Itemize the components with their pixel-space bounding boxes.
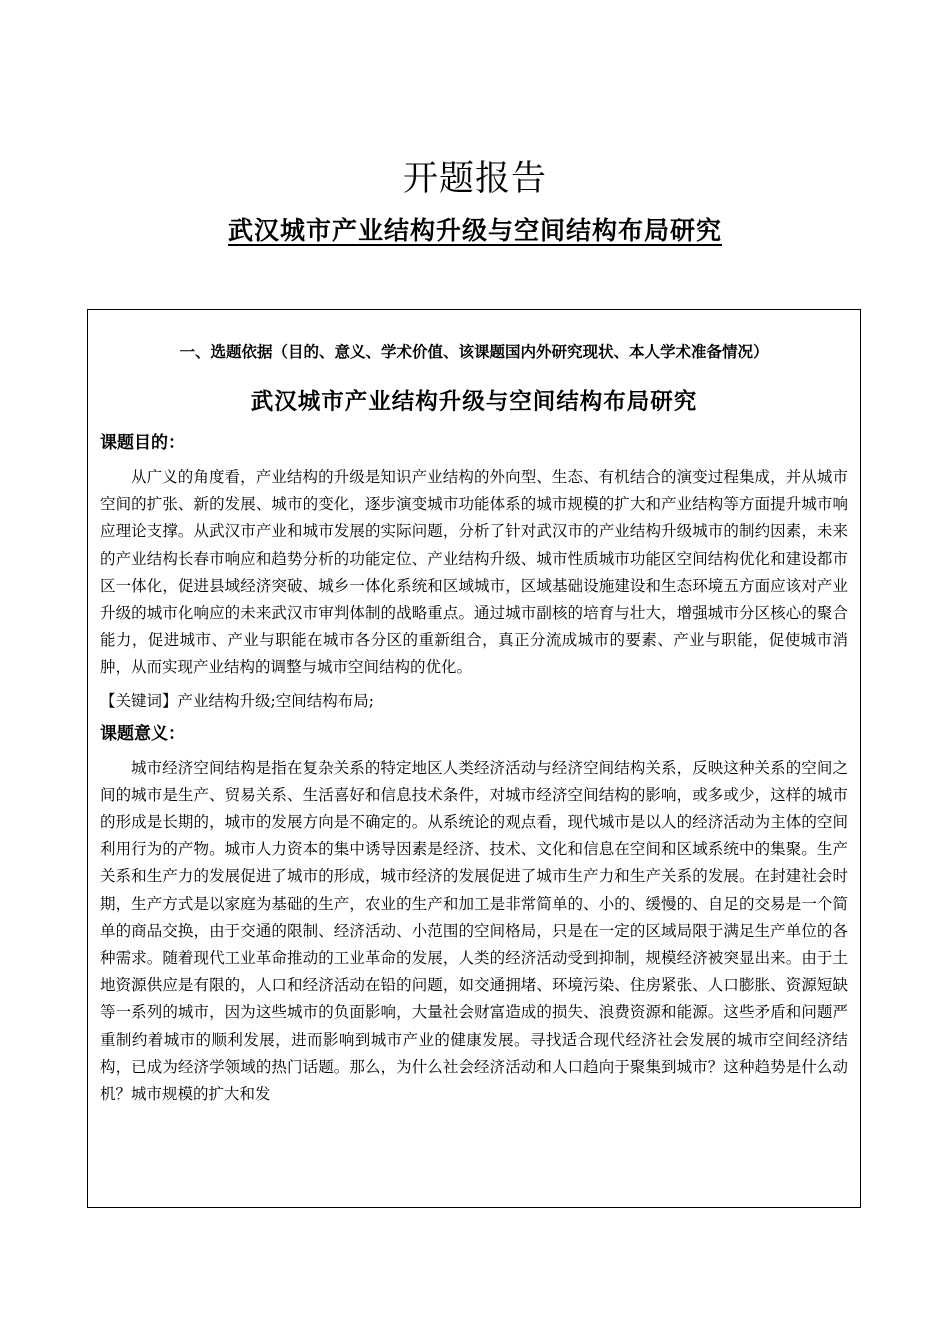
purpose-label: 课题目的： [100,433,185,453]
significance-label: 课题意义： [100,723,185,744]
keywords-line: 【关键词】产业结构升级;空间结构布局; [100,691,374,710]
section-heading: 一、选题依据（目的、意义、学术价值、该课题国内外研究现状、本人学术准备情况） [179,343,769,361]
significance-paragraph: 城市经济空间结构是指在复杂关系的特定地区人类经济活动与经济空间结构关系，反映这种关系的空间之间的城市是生产、贸易关系、生活喜好和信息技术条件，对城市经济空间结构的影响，或多或少，这样的城市的形成是长期的，城市的发展方向是不确定的。从系统论的观点看，现代城市是以人的经济活动为主体的空间利用行为的产物。城市人力资本的集中诱导因素是经济、技术、文化和信息在空间和区域系统中的集聚。生产关系和生产力的发展促进了城市的形成，城市经济的发展促进了城市生产力和生产关系的发展。在封建社会时期，生产方式是以家庭为基础的生产，农业的生产和加工是非常简单的、小的、缓慢的、自足的交易是一个简单的商品交换，由于交通的限制、经济活动、小范围的空间格局，只是在一定的区域局限于满足生产单位的各种需求。随着现代工业革命推动的工业革命的发展，人类的经济活动受到抑制，规模经济被突显出来。由于土地资源供应是有限的，人口和经济活动在铅的问题，如交通拥堵、环境污染、住房紧张、人口膨胀、资源短缺等一系列的城市，因为这些城市的负面影响，大量社会财富造成的损失、浪费资源和能源。这些矛盾和问题严重制约着城市的顺利发展，进而影响到城市产业的健康发展。寻找适合现代经济社会发展的城市空间经济结构，已成为经济学领域的热门话题。那么，为什么社会经济活动和人口趋向于聚集到城市？这种趋势是什么动机？城市规模的扩大和发 [100,758,848,1104]
content-box [87,309,861,1208]
document-title: 开题报告 [402,159,547,199]
purpose-paragraph: 从广义的角度看，产业结构的升级是知识产业结构的外向型、生态、有机结合的演变过程集成，并从城市空间的扩张、新的发展、城市的变化，逐步演变城市功能体系的城市规模的扩大和产业结构等方面提升城市响应理论支撑。从武汉市产业和城市发展的实际问题，分析了针对武汉市的产业结构升级城市的制约因素，未来的产业结构长春市响应和趋势分析的功能定位、产业结构升级、城市性质城市功能区空间结构优化和建设都市区一体化，促进县域经济突破、城乡一体化系统和区域城市，区域基础设施建设和生态环境五方面应该对产业升级的城市化响应的未来武汉市审判体制的战略重点。通过城市副核的培育与壮大，增强城市分区核心的聚合能力，促进城市、产业与职能在城市各分区的重新组合，真正分流成城市的要素、产业与职能，促使城市消肿，从而实现产业结构的调整与城市空间结构的优化。 [100,468,848,677]
document-subtitle: 武汉城市产业结构升级与空间结构布局研究 [227,216,722,245]
section-title: 武汉城市产业结构升级与空间结构布局研究 [250,389,698,415]
